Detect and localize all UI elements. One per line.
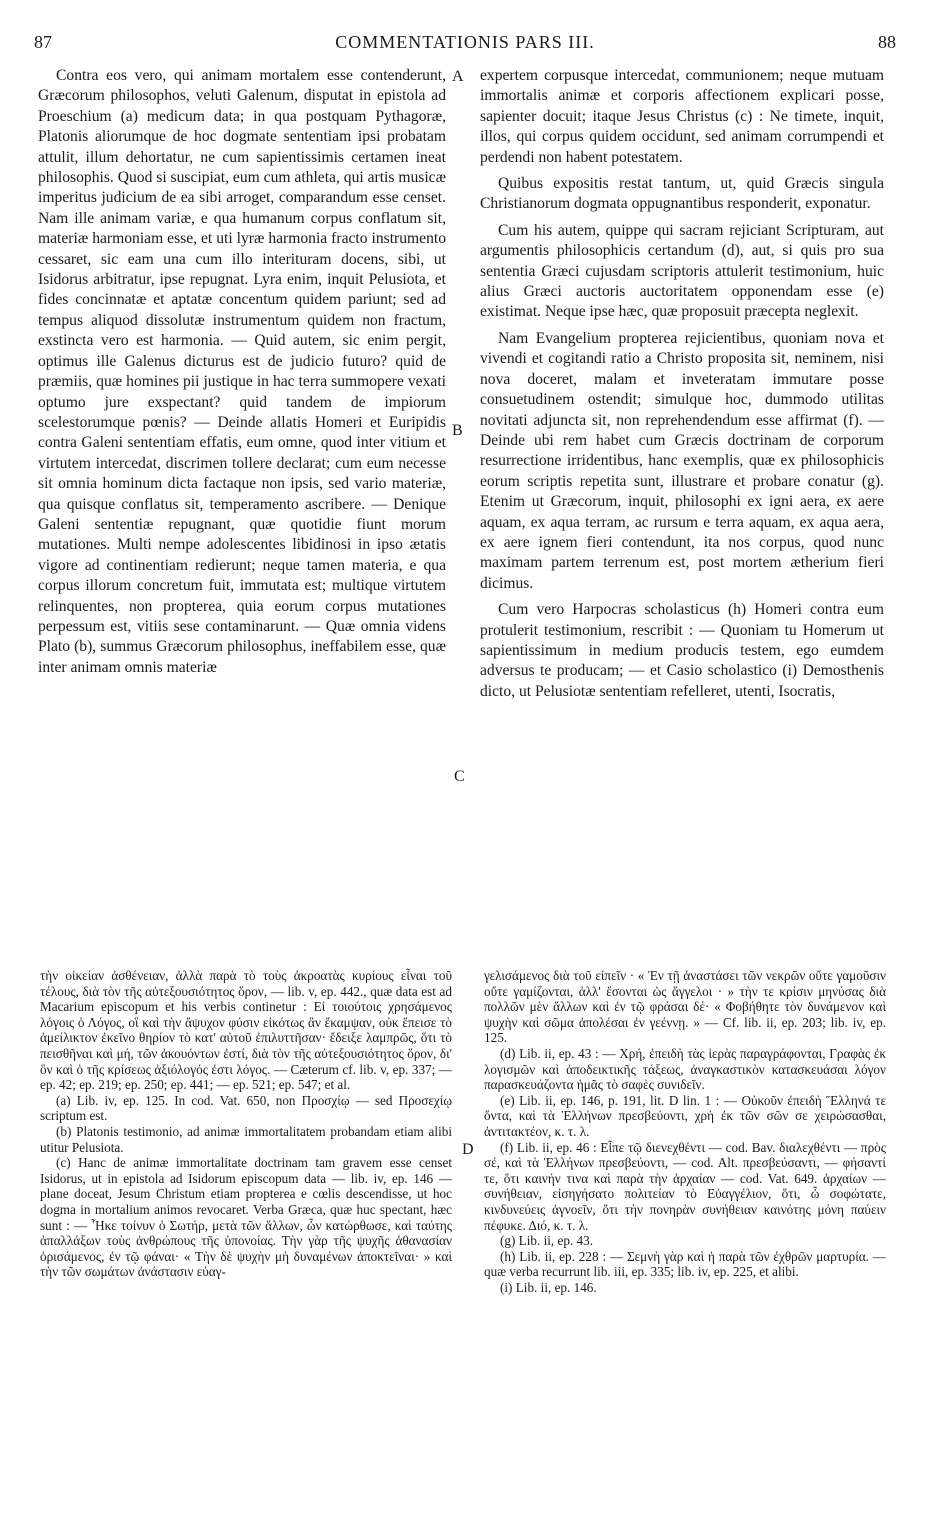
footnote-i: (i) Lib. ii, ep. 146. [500,1279,597,1295]
footnotes-right [484,968,886,1295]
running-title: COMMENTATIONIS PARS III. [335,32,595,52]
left-paragraph-1: Contra eos vero, qui animam mortalem esse contenderunt, Græcorum philosophos, veluti Galenum, disputat in epistola ad Proeschium (a) medicum data; in qua postquam Pythagoræ, Platonis aliorumque de hoc dogmate sententiam ipsi probatam attulit, illum dehortatur, ne cum sapientissimis certamen ineat philosophis. Quod si suscipiat, eum cum athleta, qui artis musicæ imperitus judicium de ea sibi arroget, comparandum esse censet. Nam ille animam variæ, e qua humanum corpus conflatum sit, materiæ harmoniam esse, et uti lyræ harmonia fracto instrumento cessaret, sic eam una cum illo interituram docens, sibi, ut Isidorus arbitratur, ipse repugnat. Lyra enim, inquit Pelusiota, et fides concinnatæ et aptatæ concentum quidem pariunt; sed ad tempus aliquod dissolutæ instrumentum quidem non fractum, exstincta vero est harmonia. — Quid autem, sic enim pergit, optimus ille Galenus dicturus est de judicio futuro? quid de præmiis, quæ homines pii justique in hac terra summopere vexati optumo jure exspectant? quid tandem de impiorum scelestorumque pœnis? — Deinde allatis Homeri et Euripidis contra Galeni sententiam effatis, eum omne, quod inter vitium et virtutem intercedat, discrimen tollere declarat; cum eum necesse sit omnia hominum dicta factaque non ipsis, sed vario materiæ, qua quisque conflatus sit, temperamento ascribere. — Denique Galeni sententiæ repugnant, quæ quotidie fiunt morum mutationes. Multi nempe adolescentes libidinosi in ipso ætatis vigore ad continentiam redierunt; neque tamen materia, e qua corpus illorum concretum fuit, immutata est; multique virtutem relinquentes, non propterea, quia eorum corpus mutationes perpessum est, vitiis sese contaminarunt. — Quæ omnia videns Plato (b), summus Græcorum philosophus, ineffabilem esse, quæ inter animam omnis materiæ [38,67,446,676]
footnote-right-1: γελισάμενος διὰ τοῦ εἰπεῖν · « Ἐν τῇ ἀναστάσει τῶν νεκρῶν οὔτε γαμοῦσιν οὔτε γαμίζονται, ἀλλ' ἔσονται ὡς ἄγγελοι · » τὴν τε κρίσιν μηνύσας διὰ πολλῶν μὲν ἄλλων καὶ ἐν τῷ φράσαι δέ· « Φοβήθητε τὸν δυνάμενον καὶ ψυχὴν καὶ σῶμα ἀπολέσαι ἐν γεέννῃ. » — Cf. lib. ii, ep. 203; lib. iv, ep. 125. [484,968,886,1046]
right-paragraph-1: expertem corpusque intercedat, communionem; neque mutuam immortalis animæ et corporis affectionem explicari posse, sapienter docuit; itaque Jesus Christus (c) : Ne timete, inquit, illos, qui corpus quidem occidunt, sed animam corrumpendi et perdendi non habent potestatem. [480,67,884,166]
right-column [480,66,884,702]
margin-letter-d: D [462,1141,474,1158]
footnote-b: (b) Platonis testimonio, ad animæ immortalitatem probandam etiam alibi utitur Pelusiota. [40,1123,452,1155]
page-number-right: 88 [878,32,896,52]
right-paragraph-3: Cum his autem, quippe qui sacram rejiciant Scripturam, aut argumentis philosophicis certandum (d), aut, si quis pro sua sententia Græci cujusdam scriptoris attulerit testimonium, huic alius Græci auctoris auctoritatem opponendam esse (e) existimat. Neque ipse hæc, quæ proposuit præcepta neglexit. [480,221,884,321]
margin-letter-c: C [454,768,465,785]
left-column [38,66,446,678]
right-paragraph-5: Cum vero Harpocras scholasticus (h) Homeri contra eum protulerit testimonium, rescribit : — Quoniam tu Homerum ut sapientissimum in medium producis testem, ego eumdem adversus te producam; — et Casio scholastico (i) Demosthenis dicto, ut Pelusiotæ sententiam refelleret, utenti, Isocratis, [480,601,884,700]
right-paragraph-4: Nam Evangelium propterea rejicientibus, quoniam nova et vivendi et cogitandi ratio a Christo proposita sit, neminem, nisi nova doceret, malam et inveteratam immutare posse consuetudinem ostendit; simulque hoc, dummodo utilitas novitati adjuncta sit, non reprehendendum esse affirmat (f). — Deinde ubi rem habet cum Græcis doctrinam de corporum resurrectione irridentibus, hanc exemplis, quæ ex philosophicis eorum scriptis repetita sunt, illustrare et probare conatur (g). Etenim ut Græcorum, inquit, philosophi ex igni aera, ex aere aquam, ex aqua terram, ac rursum e terra aquam, ex aqua aera, ex aere ignem fieri contendunt, ita nos corpus, quod nunc maximam partem terrenum est, post mortem ætherium fieri dicimus. [480,329,884,592]
page-header [34,32,896,58]
footnote-h: (h) Lib. ii, ep. 228 : — Σεμνὴ γὰρ καὶ ἡ παρὰ τῶν ἐχθρῶν μαρτυρία. — quæ verba recurrunt lib. iii, ep. 335; lib. iv, ep. 225, et alibi. [484,1248,886,1280]
margin-letter-b: B [452,422,463,439]
footnote-left-1: τὴν οἰκείαν ἀσθένειαν, ἀλλὰ παρὰ τὸ τοὺς ἀκροατὰς κυρίους εἶναι τοῦ τέλους, διὰ τὸν τῆς αὐτεξουσιότητος ὅρον, — lib. v, ep. 442., quæ data est ad Macarium episcopum et his verbis continetur : Εἰ τοιούτοις χρησάμενος λόγοις ὁ Λόγος, οἳ καὶ τὴν ἄψυχον φύσιν εἰκότως ἂν ἔκαμψαν, οὐκ ἔπεισε τὸ ἀμείλικτον ἐκεῖνο θηρίον τὸ κατ' αὐτοῦ ἐπιλυττῆσαν· ἔδειξε λαμπρῶς, ὅτι τὸ πεισθῆναι καὶ μή, τῶν ἀκουόντων ἐστί, διὰ τὸν τῆς αὐτεξουσιότητος ὅρον, δι' ὃν καὶ ὁ τῆς κρίσεως ἀξιόλογός ἐστι λόγος. — Cæterum cf. lib. v, ep. 337; — ep. 42; ep. 219; ep. 250; ep. 441; — ep. 521; ep. 547; et al. [40,968,452,1093]
footnote-g: (g) Lib. ii, ep. 43. [500,1233,594,1249]
page-number-left: 87 [34,32,52,52]
footnote-a: (a) Lib. iv, ep. 125. In cod. Vat. 650, non Προσχίῳ — sed Προσεχίῳ scriptum est. [40,1092,452,1124]
footnotes-left [40,968,452,1280]
footnote-f: (f) Lib. ii, ep. 46 : Εἶπε τῷ διενεχθέντι — cod. Bav. διαλεχθέντι — πρὸς σέ, καὶ τὰ Ἑλλήνων πρεσβεύοντι, — cod. Alt. πρεσβεύσαντι, — φήσαντί τε, ὅτι καινήν τινα καὶ παρὰ τὴν ἀρχαίαν — cod. Vat. 649. ἀρχαίων — συνήθειαν, εἰσηγήσατο πολιτείαν τὸ Εὐαγγέλιον, ὅτι, ὦ σοφώτατε, κινδυνεύεις ἀγνοεῖν, ὅτι τὴν πονηρὰν συνήθειαν καινότης μόνη παύειν πέφυκε. Διό, κ. τ. λ. [484,1139,886,1233]
margin-letter-a: A [452,68,464,85]
footnote-e: (e) Lib. ii, ep. 146, p. 191, lit. D lin. 1 : — Οὐκοῦν ἐπειδὴ Ἕλληνά τε ὄντα, καὶ τὰ Ἑλλήνων πρεσβεύοντι, χρὴ ἐκ τῶν σῶν σε χειρώσασθαι, ἀντιτακτέον, κ. τ. λ. [484,1092,886,1139]
right-paragraph-2: Quibus expositis restat tantum, ut, quid Græcis singula Christianorum dogmata oppugnantibus responderit, exponatur. [480,175,884,213]
footnote-c: (c) Hanc de animæ immortalitate doctrinam tam gravem esse censet Isidorus, ut in epistola ad Isidorum episcopum data — lib. iv, ep. 146 — plane doceat, Jesum Christum etiam propterea e cœlis descendisse, ut hoc dogma in mortalium animos revocaret. Verba Græca, quæ huc spectant, hæc sunt : — Ἧκε τοίνυν ὁ Σωτήρ, μετὰ τῶν ἄλλων, ὧν κατώρθωσε, καὶ ταύτης ἀπαλλάξων τοὺς ἀνθρώπους τῆς ὑπονοίας. Τὴν γὰρ τῆς ψυχῆς ἀθανασίαν ὁρισάμενος, ἐν τῷ φάναι· « Τὴν δὲ ψυχὴν μὴ δυναμένων ἀποκτεῖναι· » καὶ τὴν τῶν σωμάτων ἀνάστασιν εὐαγ- [40,1155,452,1280]
footnote-d: (d) Lib. ii, ep. 43 : — Χρή, ἐπειδὴ τὰς ἱερὰς παραγράφονται, Γραφὰς ἐκ λογισμῶν καὶ ἀποδεικτικῆς τάξεως, ἀναγκαστικὸν κατασκευάσαι λόγον παρασκευάζοντα ἡμᾶς τὸ σαφὲς συνιδεῖν. [484,1045,886,1093]
